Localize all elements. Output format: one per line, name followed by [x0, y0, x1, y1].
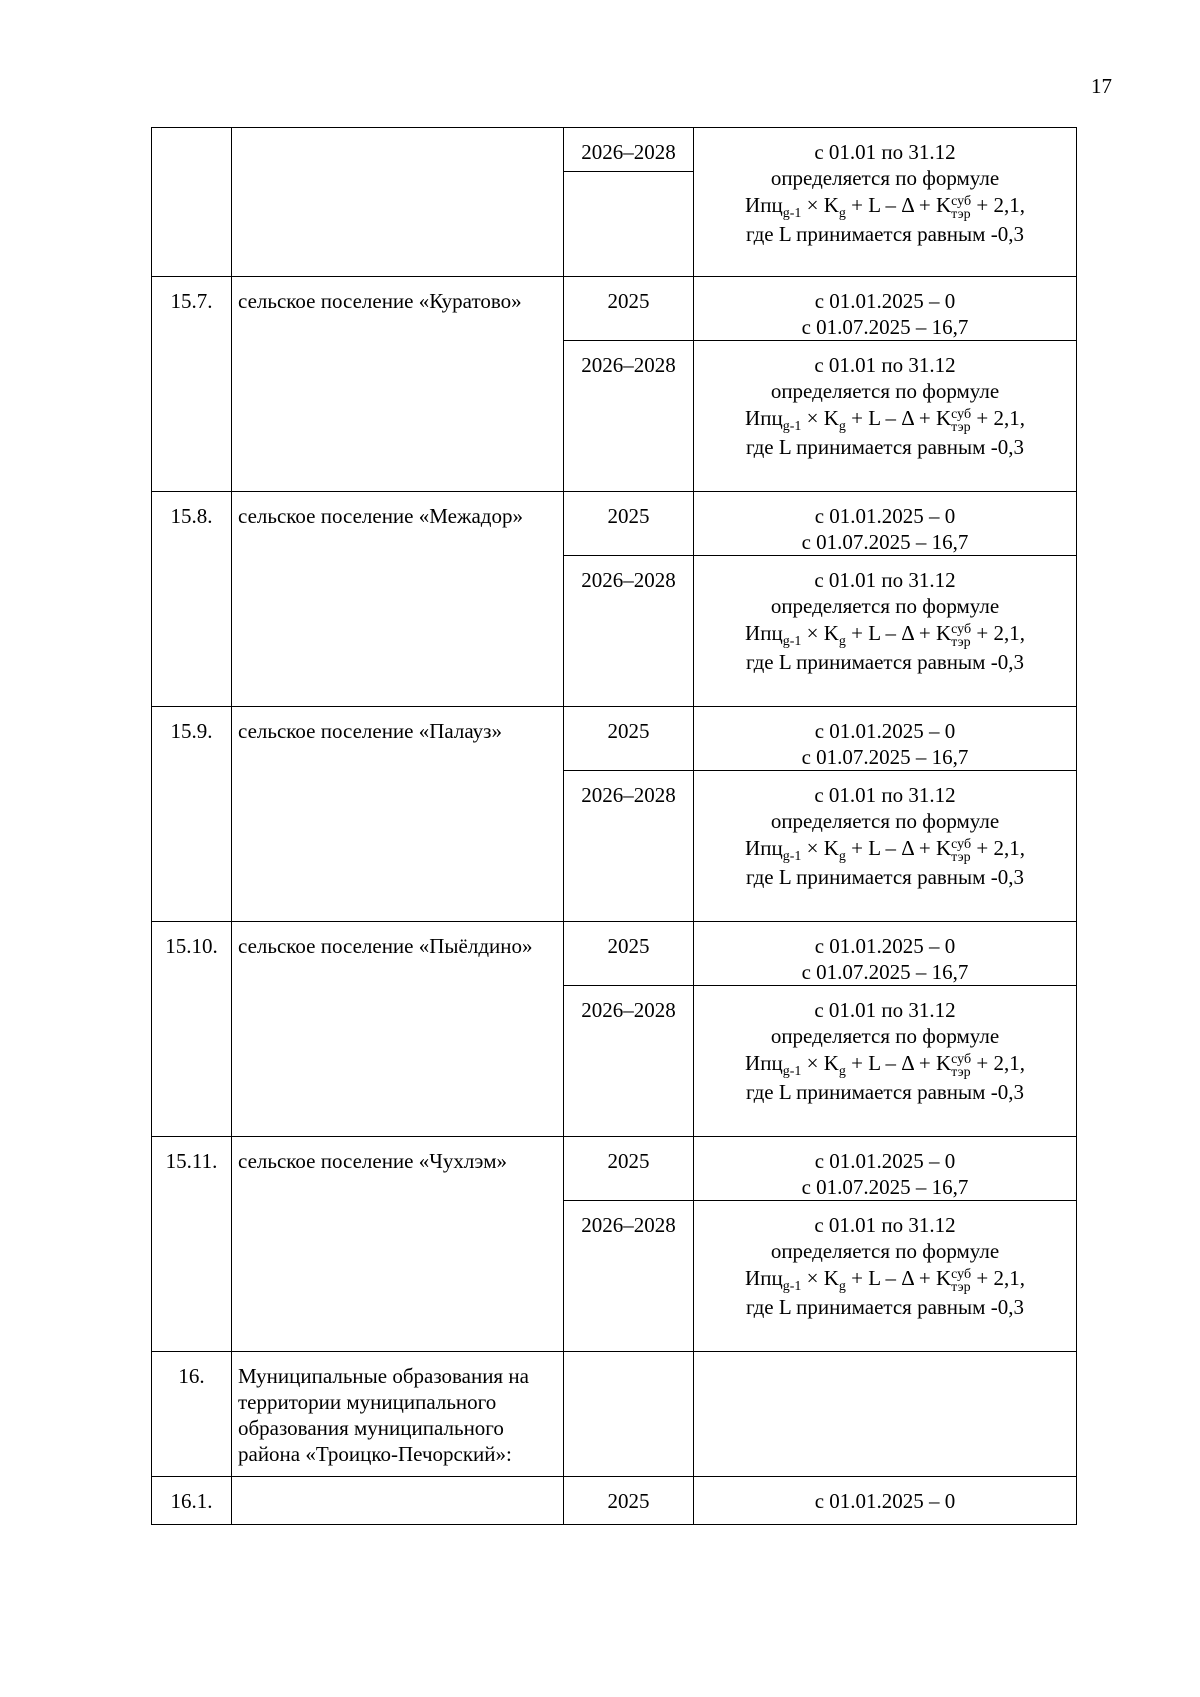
- period-text: с 01.01 по 31.12: [814, 1213, 956, 1237]
- period-text: с 01.01 по 31.12: [814, 568, 956, 592]
- section-heading: Муниципальные образования на территории муниципального образования муниципального района «Троицко-Печорский»:: [232, 1352, 564, 1477]
- table-row: [152, 1477, 1077, 1525]
- tariff-from-july: с 01.07.2025 – 16,7: [801, 960, 969, 984]
- table-row: [152, 707, 1077, 771]
- row-number: 15.11.: [152, 1137, 232, 1352]
- settlement-name: [232, 128, 564, 277]
- year-cell: 2026–2028: [564, 771, 694, 922]
- value-cell: [694, 1137, 1077, 1201]
- year-cell: 2026–2028: [564, 128, 694, 172]
- l-coefficient-note: где L принимается равным -0,3: [746, 222, 1024, 246]
- method-label: определяется по формуле: [770, 379, 1000, 403]
- method-label: определяется по формуле: [770, 166, 1000, 190]
- l-coefficient-note: где L принимается равным -0,3: [746, 435, 1024, 459]
- year-cell: [564, 1352, 694, 1477]
- tariff-formula: $Ипц_{g-1} \times K_g + L - \Delta + K$ суб тэр + 2,1,: [745, 836, 1025, 865]
- tariff-formula: $Ипц_{g-1} \times K_g + L - \Delta + K$ суб тэр + 2,1,: [745, 193, 1025, 222]
- value-cell: [694, 1201, 1077, 1352]
- row-number: 16.1.: [152, 1477, 232, 1525]
- year-cell: 2025: [564, 1137, 694, 1201]
- settlement-name: [232, 1477, 564, 1525]
- table-row: [152, 128, 1077, 172]
- table-row: [152, 1137, 1077, 1201]
- value-cell: [694, 986, 1077, 1137]
- l-coefficient-note: где L принимается равным -0,3: [746, 1080, 1024, 1104]
- settlement-name: сельское поселение «Чухлэм»: [232, 1137, 564, 1352]
- method-label: определяется по формуле: [770, 809, 1000, 833]
- tariff-from-january: с 01.01.2025 – 0: [814, 289, 956, 313]
- table-row: [152, 1352, 1077, 1477]
- value-cell: [694, 556, 1077, 707]
- method-label: определяется по формуле: [770, 594, 1000, 618]
- table-row: [152, 277, 1077, 341]
- value-cell: [694, 128, 1077, 277]
- value-cell: [694, 341, 1077, 492]
- value-cell: [694, 707, 1077, 771]
- year-cell: 2026–2028: [564, 1201, 694, 1352]
- year-cell: 2025: [564, 922, 694, 986]
- row-number: 15.8.: [152, 492, 232, 707]
- tariff-from-july: с 01.07.2025 – 16,7: [801, 745, 969, 769]
- table-row: [152, 492, 1077, 556]
- year-cell: 2026–2028: [564, 341, 694, 492]
- l-coefficient-note: где L принимается равным -0,3: [746, 650, 1024, 674]
- value-cell: [694, 922, 1077, 986]
- tariff-from-january: с 01.01.2025 – 0: [814, 504, 956, 528]
- tariff-from-january: с 01.01.2025 – 0: [814, 934, 956, 958]
- year-cell: 2025: [564, 1477, 694, 1525]
- value-cell: [694, 1352, 1077, 1477]
- year-cell: 2026–2028: [564, 986, 694, 1137]
- page-number: 17: [1091, 74, 1112, 98]
- year-cell-empty: [564, 172, 694, 277]
- row-number: 16.: [152, 1352, 232, 1477]
- tariff-from-july: с 01.07.2025 – 16,7: [801, 315, 969, 339]
- tariff-from-july: с 01.07.2025 – 16,7: [801, 1175, 969, 1199]
- tariff-formula: $Ипц_{g-1} \times K_g + L - \Delta + K$ суб тэр + 2,1,: [745, 1266, 1025, 1295]
- tariff-formula: $Ипц_{g-1} \times K_g + L - \Delta + K$ суб тэр + 2,1,: [745, 1051, 1025, 1080]
- settlement-name: сельское поселение «Пыёлдино»: [232, 922, 564, 1137]
- tariff-formula: $Ипц_{g-1} \times K_g + L - \Delta + K$ суб тэр + 2,1,: [745, 406, 1025, 435]
- value-cell: с 01.01.2025 – 0: [694, 1477, 1077, 1525]
- period-text: с 01.01 по 31.12: [814, 140, 956, 164]
- year-cell: 2026–2028: [564, 556, 694, 707]
- period-text: с 01.01 по 31.12: [814, 783, 956, 807]
- tariff-from-january: с 01.01.2025 – 0: [814, 719, 956, 743]
- year-cell: 2025: [564, 707, 694, 771]
- settlement-name: сельское поселение «Палауз»: [232, 707, 564, 922]
- value-cell: [694, 277, 1077, 341]
- method-label: определяется по формуле: [770, 1024, 1000, 1048]
- tariff-table: [151, 127, 1077, 1525]
- table-row: [152, 922, 1077, 986]
- value-cell: [694, 492, 1077, 556]
- row-number: 15.7.: [152, 277, 232, 492]
- period-text: с 01.01 по 31.12: [814, 353, 956, 377]
- settlement-name: сельское поселение «Куратово»: [232, 277, 564, 492]
- year-cell: 2025: [564, 277, 694, 341]
- method-label: определяется по формуле: [770, 1239, 1000, 1263]
- period-text: с 01.01 по 31.12: [814, 998, 956, 1022]
- tariff-formula: $Ипц_{g-1} \times K_g + L - \Delta + K$ суб тэр + 2,1,: [745, 621, 1025, 650]
- row-number: [152, 128, 232, 277]
- tariff-from-january: с 01.01.2025 – 0: [814, 1149, 956, 1173]
- value-cell: [694, 771, 1077, 922]
- year-cell: 2025: [564, 492, 694, 556]
- settlement-name: сельское поселение «Межадор»: [232, 492, 564, 707]
- l-coefficient-note: где L принимается равным -0,3: [746, 865, 1024, 889]
- row-number: 15.10.: [152, 922, 232, 1137]
- l-coefficient-note: где L принимается равным -0,3: [746, 1295, 1024, 1319]
- row-number: 15.9.: [152, 707, 232, 922]
- tariff-from-july: с 01.07.2025 – 16,7: [801, 530, 969, 554]
